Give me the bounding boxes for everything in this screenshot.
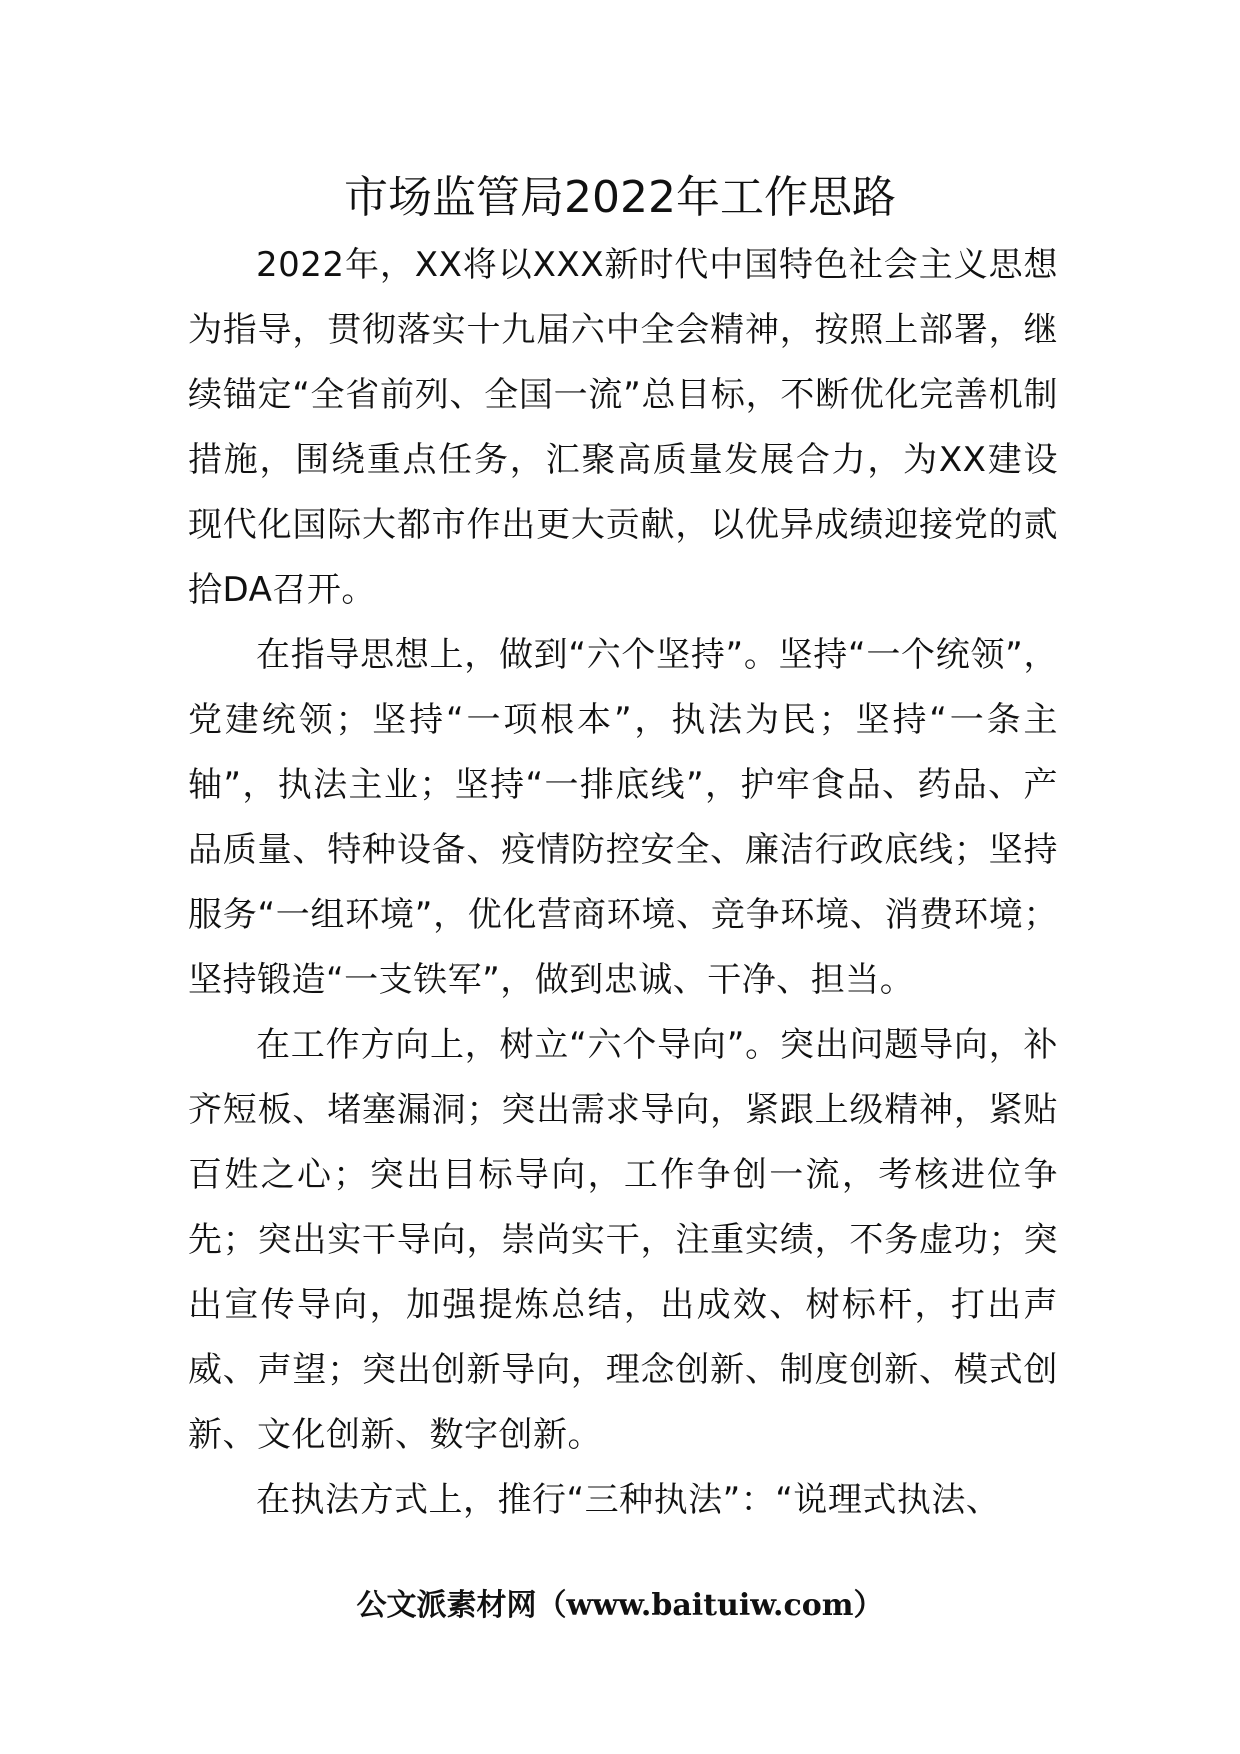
- paragraph: 在执法方式上，推行“三种执法”：“说理式执法、: [256, 1480, 1001, 1520]
- page-footer-watermark: 公文派素材网（www.baituiw.com）: [356, 1588, 884, 1623]
- paragraph: 在工作方向上，树立“六个导向”。突出问题导向，补齐短板、堵塞漏洞；突出需求导向，紧跟上级精神，紧贴百姓之心；突出目标导向，工作争创一流，考核进位争先；突出实干导向，崇尚实干，注重实绩，不务虚功；突出宣传导向，加强提炼总结，出成效、树标杆，打出声威、声望；突出创新导向，理念创新、制度创新、模式创新、文化创新、数字创新。: [188, 1025, 1058, 1455]
- paragraph: 在指导思想上，做到“六个坚持”。坚持“一个统领”，党建统领；坚持“一项根本”，执法为民；坚持“一条主轴”，执法主业；坚持“一排底线”，护牢食品、药品、产品质量、特种设备、疫情防控安全、廉洁行政底线；坚持服务“一组环境”，优化营商环境、竞争环境、消费环境；坚持锻造“一支铁军”，做到忠诚、干净、担当。: [188, 635, 1058, 1000]
- document-body: [188, 233, 1058, 1533]
- paragraph: 2022年，XX将以XXX新时代中国特色社会主义思想为指导，贯彻落实十九届六中全会精神，按照上部署，继续锚定“全省前列、全国一流”总目标，不断优化完善机制措施，围绕重点任务，汇聚高质量发展合力，为XX建设现代化国际大都市作出更大贡献，以优异成绩迎接党的贰拾DA召开。: [188, 245, 1058, 610]
- document-title: 市场监管局2022年工作思路: [344, 172, 896, 223]
